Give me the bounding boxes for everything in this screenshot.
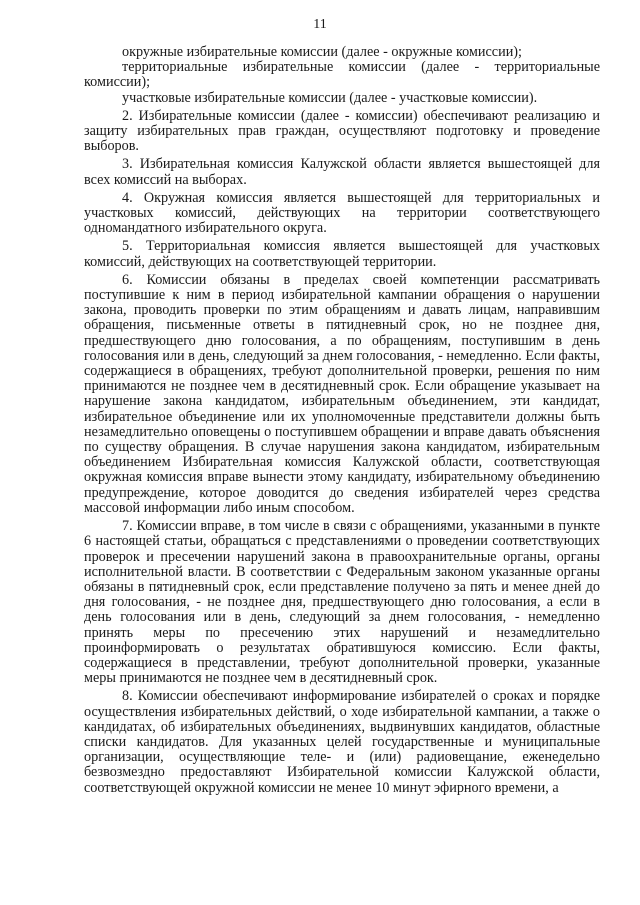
document-body [84, 45, 600, 796]
paragraph-3: 3. Избирательная комиссия Калужской области является вышестоящей для всех комиссий на выборах. [84, 156, 600, 188]
paragraph-6: 6. Комиссии обязаны в пределах своей компетенции рассматривать поступившие к ним в период избирательной кампании обращения о нарушении закона, проводить проверки по этим обращениям и давать лицам, направившим обращения, письменные ответы в пятидневный срок, но не позднее дня, предшествующего дню голосования, а по обращениям, поступившим в день голосования или в день, следующий за днем голосования, - немедленно. Если факты, содержащиеся в обращениях, требуют дополнительной проверки, решения по ним принимаются не позднее чем в десятидневный срок. Если обращение указывает на нарушение закона кандидатом, избирательным объединением, эти кандидат, избирательное объединение или их уполномоченные представители должны быть незамедлительно оповещены о поступившем обращении и вправе давать объяснения по существу обращения. В случае нарушения закона кандидатом, избирательным объединением Избирательная комиссия Калужской области, соответствующая окружная комиссия вправе вынести этому кандидату, избирательному объединению предупреждение, которое доводится до сведения избирателей через средства массовой информации либо иным способом. [84, 271, 600, 516]
paragraph-4: 4. Окружная комиссия является вышестоящей для территориальных и участковых комиссий, действующих на территории соответствующего одномандатного избирательного округа. [84, 189, 600, 237]
page-number: 11 [313, 17, 327, 32]
paragraph-2: 2. Избирательные комиссии (далее - комиссии) обеспечивают реализацию и защиту избирательных прав граждан, осуществляют подготовку и проведение выборов. [84, 107, 600, 155]
paragraph-8: 8. Комиссии обеспечивают информирование избирателей о сроках и порядке осуществления избирательных действий, о ходе избирательной кампании, а также о кандидатах, об избирательных объединениях, выдвинувших кандидатов, областные списки кандидатов. Для указанных целей государственные и муниципальные организации, осуществляющие теле- и (или) радиовещание, еженедельно безвозмездно предоставляют Избирательной комиссии Калужской области, соответствующей окружной комиссии не менее 10 минут эфирного времени, а [84, 688, 600, 796]
paragraph-5: 5. Территориальная комиссия является вышестоящей для участковых комиссий, действующих на соответствующей территории. [84, 238, 600, 270]
list-item-precinct-commissions: участковые избирательные комиссии (далее - участковые комиссии). [122, 89, 538, 106]
list-item-territorial-commissions: территориальные избирательные комиссии (далее - территориальные комиссии); [84, 59, 600, 91]
list-item-district-commissions: окружные избирательные комиссии (далее - окружные комиссии); [122, 44, 522, 60]
paragraph-7: 7. Комиссии вправе, в том числе в связи с обращениями, указанными в пункте 6 настоящей статьи, обращаться с представлениями о проведении соответствующих проверок и пресечении нарушений закона в правоохранительные органы, органы исполнительной власти. В соответствии с Федеральным законом указанные органы обязаны в пятидневный срок, если представление получено за пять и менее дней до дня голосования, - не позднее дня, предшествующего дню голосования, а если в день голосования или в день, следующий за днем голосования, - немедленно принять меры по пресечению этих нарушений и незамедлительно проинформировать о результатах обратившуюся комиссию. Если факты, содержащиеся в представлении, требуют дополнительной проверки, указанные меры принимаются не позднее чем в десятидневный срок. [84, 518, 600, 687]
